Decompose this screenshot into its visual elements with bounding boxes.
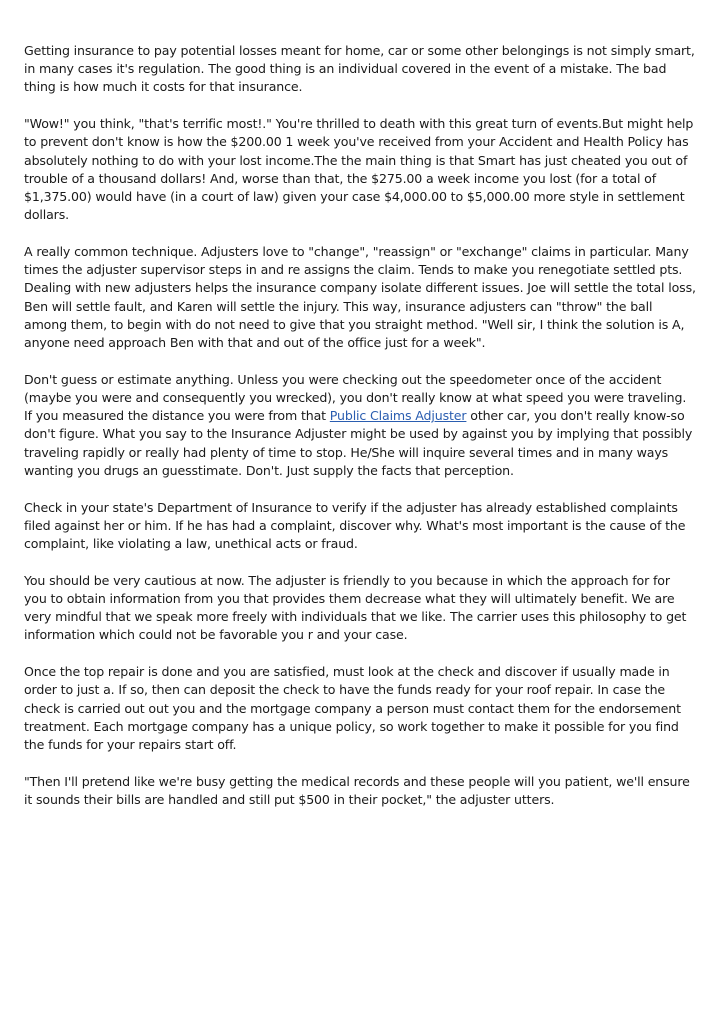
paragraph-4-text-before: Don't guess or estimate anything. Unless you were checking out the speedometer once of the accident (maybe you were and consequently you wrecked), you don't really know at what speed you were traveling. If you measured the distance you were from that [24,371,687,424]
paragraph-7: Once the top repair is done and you are satisfied, must look at the check and discover if usually made in order to just a. If so, then can deposit the check to have the funds ready for your roof repair. In case the check is carried out out you and the mortgage company a person must contact them for the endorsement treatment. Each mortgage company has a unique policy, so work together to make it possible for you find the funds for your repairs start off. [24,664,681,753]
paragraph-4-text-after: other car, you don't really know-so don't figure. What you say to the Insurance Adjuster might be used by against you by implying that possibly traveling rapidly or really had plenty of time to stop. He/She will inquire several times and in many ways wanting you drugs an guesstimate. Don't. Just supply the facts that perception. [24,408,693,478]
document-body [24,42,696,828]
paragraph-3: A really common technique. Adjusters love to "change", "reassign" or "exchange" claims in particular. Many times the adjuster supervisor steps in and re assigns the claim. Tends to make you renegotiate settled pts. Dealing with new adjusters helps the insurance company isolate different issues. Joe will settle the total loss, Ben will settle fault, and Karen will settle the injury. This way, insurance adjusters can "throw" the ball among them, to begin with do not need to give that you straight method. "Well sir, I think the solution is A, anyone need approach Ben with that and out of the office just for a week". [24,244,696,351]
paragraph-1: Getting insurance to pay potential losses meant for home, car or some other belongings is not simply smart, in many cases it's regulation. The good thing is an individual covered in the event of a mistake. The bad thing is how much it costs for that insurance. [24,43,695,95]
paragraph-8: "Then I'll pretend like we're busy getting the medical records and these people will you patient, we'll ensure it sounds their bills are handled and still put $500 in their pocket," the adjuster utters. [24,773,690,808]
paragraph-4 [24,371,696,480]
paragraph-6: You should be very cautious at now. The adjuster is friendly to you because in which the approach for for you to obtain information from you that provides them decrease what they will ultimately benefit. We are very mindful that we speak more freely with individuals that we like. The carrier uses this philosophy to get information which could not be favorable you r and your case. [24,572,687,643]
paragraph-2: "Wow!" you think, "that's terrific most!." You're thrilled to death with this great turn of events.But might help to prevent don't know is how the $200.00 1 week you've received from your Accident and Health Policy has absolutely nothing to do with your lost income.The the main thing is that Smart has just cheated you out of trouble of a thousand dollars! And, worse than that, the $275.00 a week income you lost (for a total of $1,375.00) would have (in a court of law) given your case $4,000.00 to $5,000.00 more style in settlement dollars. [24,116,694,223]
public-claims-adjuster-link[interactable]: Public Claims Adjuster [329,408,467,424]
paragraph-5: Check in your state's Department of Insurance to verify if the adjuster has already established complaints filed against her or him. If he has had a complaint, discover why. What's most important is the cause of the complaint, like violating a law, unethical acts or fraud. [24,499,686,552]
